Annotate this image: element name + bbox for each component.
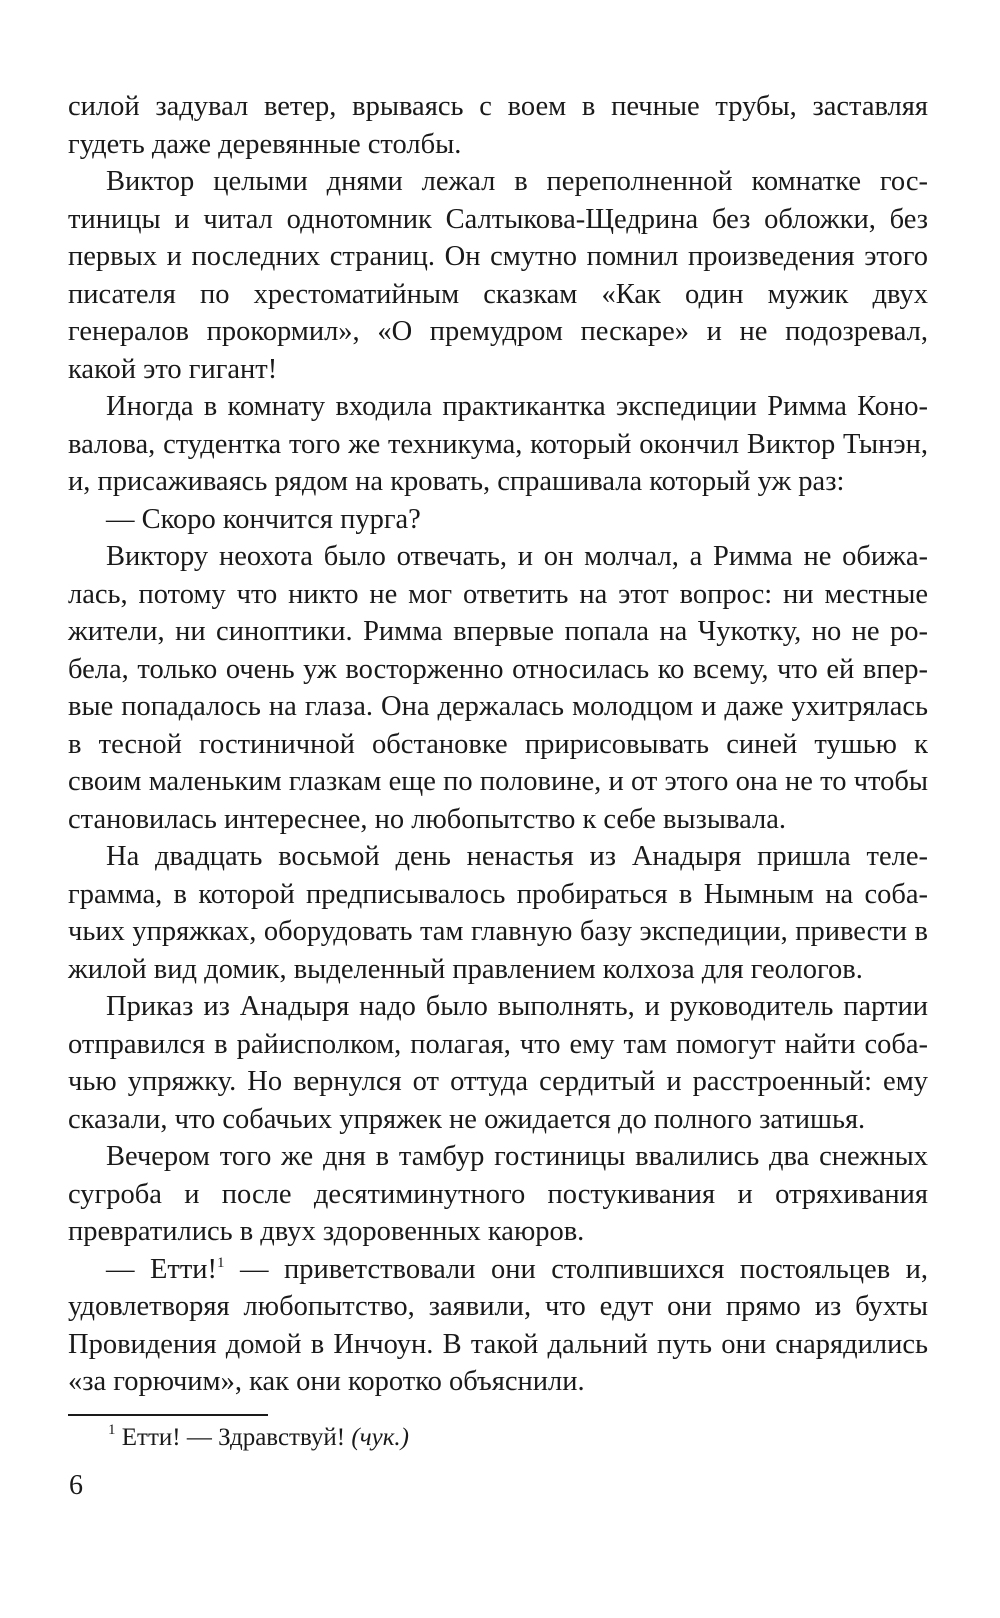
paragraph-8: Вечером того же дня в тамбур гостиницы ввалились два снежных сугроба и после десятиминутного постукивания и отряхивания превратились в двух здоровенных каюров. [68,1141,928,1247]
greeting-text: — Етти! [106,1253,218,1285]
footnote-marker: 1 [108,1422,116,1438]
page-number: 6 [69,1470,83,1501]
footnote-text: Етти! — Здравствуй! [115,1424,352,1451]
paragraph-6: На двадцать восьмой день ненастья из Анадыря пришла телеграмма, в которой предписывалось пробираться в Нымным на собачьих упряжках, оборудовать там главную базу экспедиции, привести в жилой вид домик, выделенный правлением колхоза для геологов. [68,841,928,985]
paragraph-4-dialogue: — Скоро кончится пурга? [106,503,421,535]
paragraph-3: Иногда в комнату входила практикантка экспедиции Римма Коновалова, студентка того же техникума, который окончил Виктор Тынэн, и, присаживаясь рядом на кровать, спрашивала который уж раз: [68,391,928,497]
paragraph-5: Виктору неохота было отвечать, и он молчал, а Римма не обижалась, потому что никто не мог ответить на этот вопрос: ни местные жители, ни синоптики. Римма впервые попала на Чукотку, но не робела, только очень уж восторженно относилась ко всему, что ей впервые попадалось на глаза. Она держалась молодцом и даже ухитрялась в тесной гостиничной обстановке пририсовывать синей тушью к своим маленьким глазкам еще по половине, и от этого она не то чтобы становилась интереснее, но любопытство к себе вызывала. [68,541,928,835]
footnote-abbreviation: (чук.) [351,1424,410,1451]
paragraph-7: Приказ из Анадыря надо было выполнять, и руководитель партии отправился в райисполком, полагая, что ему там помогут найти собачью упряжку. Но вернулся от оттуда сердитый и расстроенный: ему сказали, что собачьих упряжек не ожидается до полного затишья. [68,991,928,1135]
paragraph-9-dialogue [68,1251,928,1401]
footnote [108,1421,409,1455]
paragraph-1: силой задувал ветер, врываясь с воем в печные трубы, заставляя гудеть даже деревянные столбы. [68,91,928,160]
footnote-divider [68,1414,268,1416]
footnote-reference[interactable]: 1 [217,1254,225,1271]
dialogue-continuation: — приветствовали они столпившихся постояльцев и, удовлетворяя любопытство, заявили, что едут они прямо из бухты Провидения домой в Инчоун. В такой дальний путь они снарядились «за горючим», как они коротко объяснили. [68,1253,928,1397]
page-body [68,88,928,1401]
paragraph-2: Виктор целыми днями лежал в переполненной комнатке гостиницы и читал однотомник Салтыкова-Щедрина без обложки, без первых и последних страниц. Он смутно помнил произведения этого писателя по хрестоматийным сказкам «Как один мужик двух генералов прокормил», «О премудром пескаре» и не подозревал, какой это гигант! [68,166,928,385]
